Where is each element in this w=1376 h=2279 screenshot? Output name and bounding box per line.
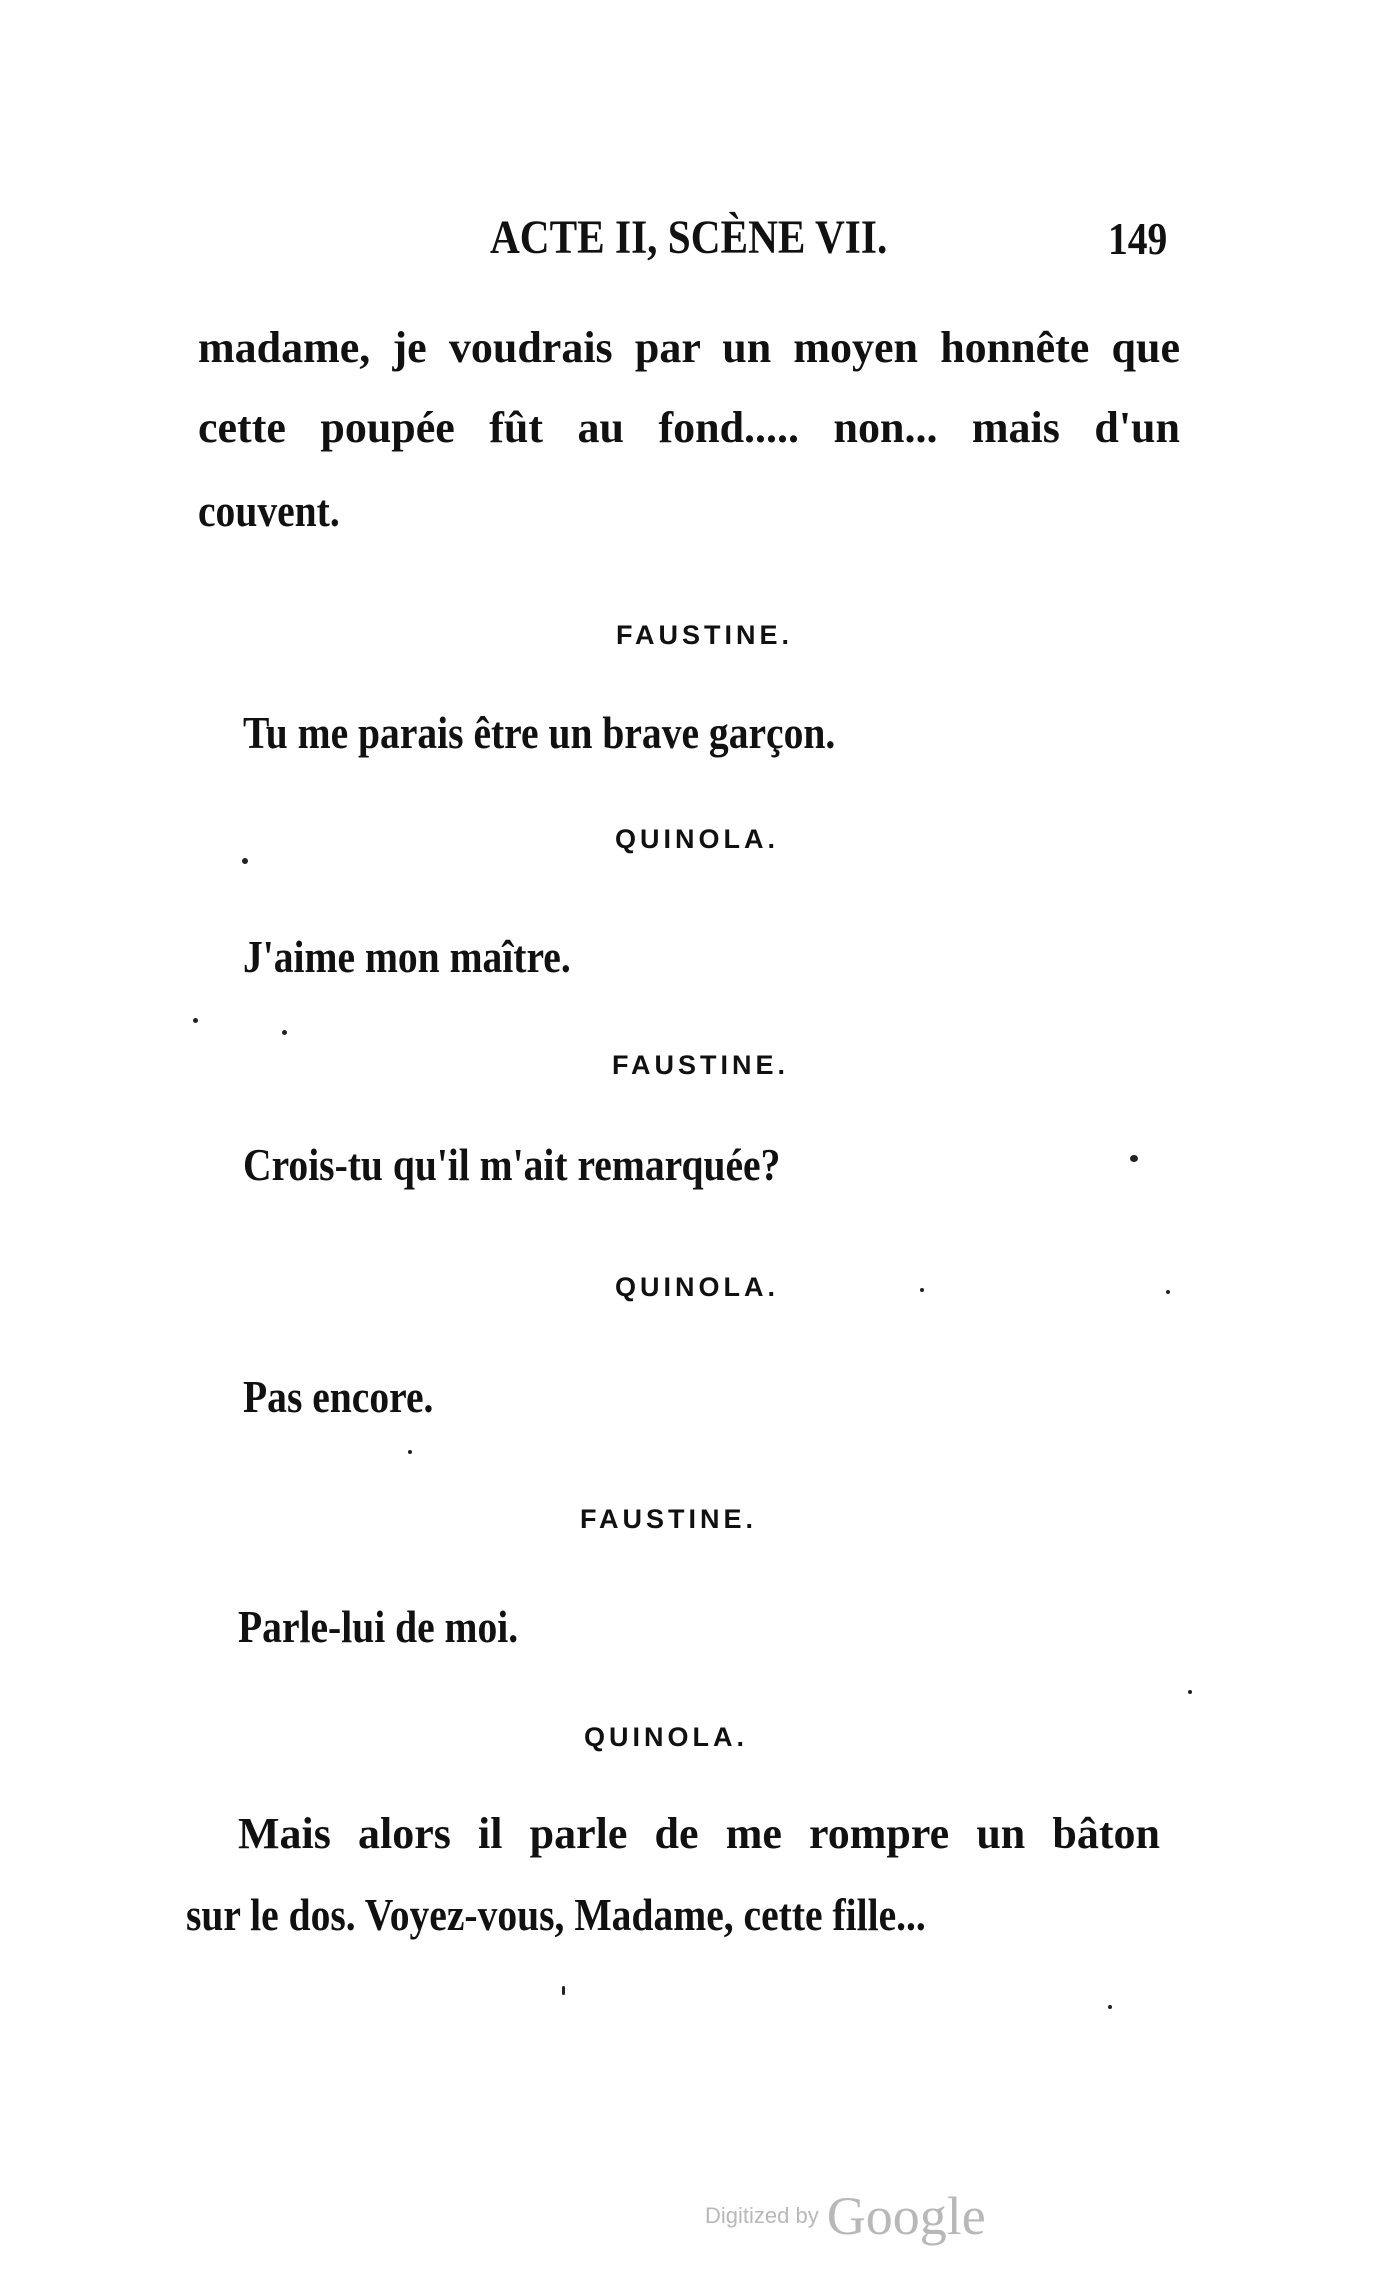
- scan-speck: [1130, 1155, 1138, 1162]
- scan-speck: [562, 1986, 565, 1995]
- scan-speck: [282, 1030, 287, 1035]
- scan-speck: [193, 1018, 198, 1023]
- running-header: ACTE II, SCÈNE VII.: [490, 211, 888, 264]
- text-line: couvent.: [198, 485, 340, 536]
- dialogue-line: Pas encore.: [243, 1371, 434, 1422]
- scan-speck: [1108, 2005, 1112, 2009]
- scan-speck: [408, 1450, 412, 1454]
- scan-speck: [1166, 1290, 1170, 1294]
- google-logo: Google: [826, 2186, 986, 2246]
- dialogue-line: Mais alors il parle de me rompre un bâton: [238, 1809, 1160, 1858]
- dialogue-line: Tu me parais être un brave garçon.: [243, 707, 836, 758]
- speaker-name: QUINOLA.: [584, 1722, 748, 1752]
- page-number: 149: [1108, 213, 1168, 264]
- dialogue-line: J'aime mon maître.: [243, 931, 571, 982]
- scan-speck: [242, 858, 248, 864]
- scan-speck: [1188, 1690, 1192, 1694]
- dialogue-line: Parle-lui de moi.: [238, 1601, 519, 1652]
- speaker-name: FAUSTINE.: [616, 620, 794, 650]
- digitized-label: Digitized by: [705, 2203, 819, 2228]
- text-line: madame, je voudrais par un moyen honnête que: [198, 323, 1180, 372]
- digitized-by-google-watermark: [705, 2185, 986, 2247]
- speaker-name: FAUSTINE.: [580, 1504, 758, 1534]
- text-line: cette poupée fût au fond..... non... mais d'un: [198, 403, 1180, 452]
- speaker-name: QUINOLA.: [615, 1272, 779, 1302]
- scan-speck: [920, 1288, 924, 1292]
- speaker-name: QUINOLA.: [615, 824, 779, 854]
- speaker-name: FAUSTINE.: [612, 1050, 790, 1080]
- dialogue-line: sur le dos. Voyez-vous, Madame, cette fille...: [186, 1889, 926, 1940]
- dialogue-line: Crois-tu qu'il m'ait remarquée?: [243, 1139, 781, 1190]
